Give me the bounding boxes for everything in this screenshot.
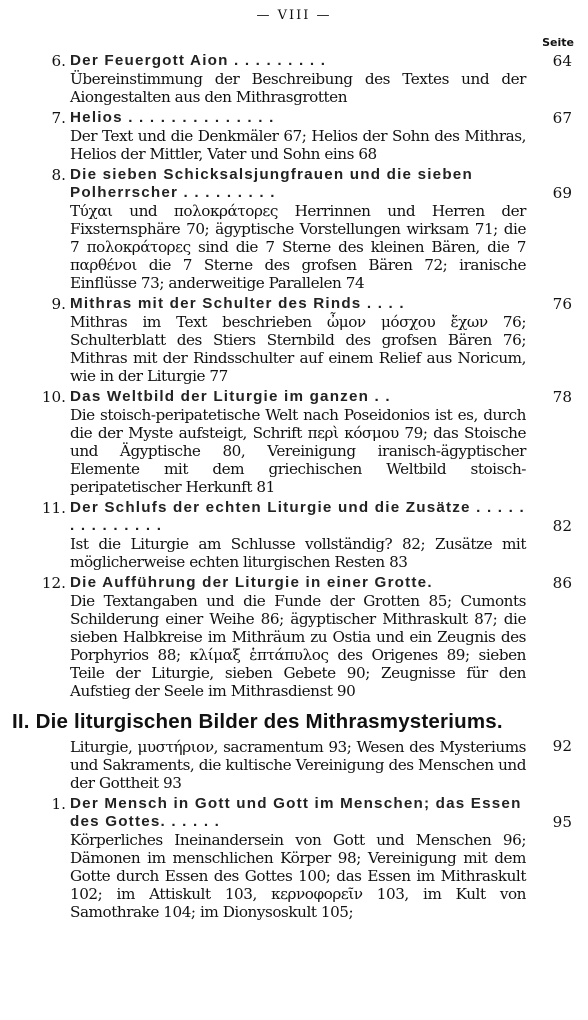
entry-summary: Die Textangaben und die Funde der Grotten 85; Cumonts Schilderung einer Weihe 86; ägyptischer Mithraskult 87; die sieben Halbkreise im Mithräum zu Ostia und ein Zeugnis des Porphyrios 88; κλίμαξ ἑπτάπυλος des Origenes 89; sieben Teile der Liturgie, sieben Gebete 90; Zeugnisse für den Aufstieg der Seele im Mithrasdienst 90: [70, 592, 526, 700]
entry-number: 9.: [51, 295, 66, 313]
entry-page-number: 64: [552, 52, 572, 70]
entry-title: Das Weltbild der Liturgie im ganzen . .: [70, 388, 391, 405]
entry-page-number: 95: [552, 813, 572, 831]
entry-summary: Die stoisch-peripatetische Welt nach Poseidonios ist es, durch die der Myste aufsteigt, Schrift περὶ κόσμου 79; das Stoische und Ägyptische 80, Vereinigung iranisch-ägyptischer Elemente mit dem griechischen Weltbild stoisch-peripatetischer Herkunft 81: [70, 406, 526, 496]
entry-summary: Τύχαι und πολοκράτορες Herrinnen und Herren der Fixsternsphäre 70; ägyptische Vorstellungen wirksam 71; die 7 πολοκράτορες sind die 7 Sterne des kleinen Bären, die 7 παρθένοι die 7 Sterne des grofsen Bären 72; iranische Einflüsse 73; anderweitige Parallelen 74: [70, 202, 526, 292]
toc-entry-9: [12, 295, 574, 385]
entry-number: 6.: [51, 52, 66, 70]
entry-number: 10.: [41, 388, 66, 406]
entry-number: 1.: [51, 795, 66, 813]
entry-page-number: 67: [552, 109, 572, 127]
entry-summary: Ist die Liturgie am Schlusse vollständig? 82; Zusätze mit möglicherweise echten liturgischen Resten 83: [70, 535, 526, 571]
entry-page-number: 69: [552, 184, 572, 202]
entry-page-number: 82: [552, 517, 572, 535]
toc-entry-12: [12, 574, 574, 700]
table-of-contents: [12, 52, 574, 921]
page-column-heading: Seite: [542, 36, 574, 49]
entry-summary: Mithras im Text beschrieben ὦμον μόσχου ἔχων 76; Schulterblatt des Stiers Sternbild des grofsen Bären 76; Mithras mit der Rindsschulter auf einem Relief aus Noricum, wie in der Liturgie 77: [70, 313, 526, 385]
entry-page-number: 78: [552, 388, 572, 406]
part-two-section: [12, 710, 574, 792]
entry-title: Der Feuergott Aion . . . . . . . . .: [70, 52, 327, 69]
toc-entry-ii-1: [12, 795, 574, 921]
page-header-roman-numeral: — VIII —: [256, 8, 332, 23]
entry-title: Die sieben Schicksalsjungfrauen und die sieben Polherrscher . . . . . . . . .: [70, 166, 473, 201]
entry-number: 8.: [51, 166, 66, 184]
entry-number: 7.: [51, 109, 66, 127]
entry-title: Mithras mit der Schulter des Rinds . . . .: [70, 295, 405, 312]
entry-number: 11.: [41, 499, 66, 517]
entry-title: Helios . . . . . . . . . . . . . .: [70, 109, 275, 126]
toc-entry-10: [12, 388, 574, 496]
entry-page-number: 76: [552, 295, 572, 313]
entry-summary: Der Text und die Denkmäler 67; Helios der Sohn des Mithras, Helios der Mittler, Vater und Sohn eins 68: [70, 127, 526, 163]
entry-summary: Übereinstimmung der Beschreibung des Textes und der Aiongestalten aus den Mithrasgrotten: [70, 70, 526, 106]
part-heading: II. Die liturgischen Bilder des Mithrasmysteriums.: [12, 710, 503, 733]
entry-title: Die Aufführung der Liturgie in einer Grotte.: [70, 574, 433, 591]
entry-page-number: 86: [552, 574, 572, 592]
part-page-number: 92: [552, 737, 572, 755]
entry-number: 12.: [41, 574, 66, 592]
toc-entry-6: [12, 52, 574, 106]
entry-summary: Körperliches Ineinandersein von Gott und Menschen 96; Dämonen im menschlichen Körper 98; Vereinigung mit dem Gotte durch Essen des Gottes 100; das Essen im Mithraskult 102; im Attiskult 103, κερνοφορεῖν 103, im Kult von Samothrake 104; im Dionysoskult 105;: [70, 831, 526, 921]
entry-title: Der Mensch in Gott und Gott im Menschen; das Essen des Gottes. . . . . .: [70, 795, 522, 830]
toc-entry-11: [12, 499, 574, 571]
toc-entry-7: [12, 109, 574, 163]
toc-entry-8: [12, 166, 574, 292]
entry-title: Der Schlufs der echten Liturgie und die Zusätze . . . . . . . . . . . . . .: [70, 499, 525, 534]
part-summary: Liturgie, μυστήριον, sacramentum 93; Wesen des Mysteriums und Sakraments, die kultische Vereinigung des Menschen und der Gottheit 93: [70, 738, 526, 792]
